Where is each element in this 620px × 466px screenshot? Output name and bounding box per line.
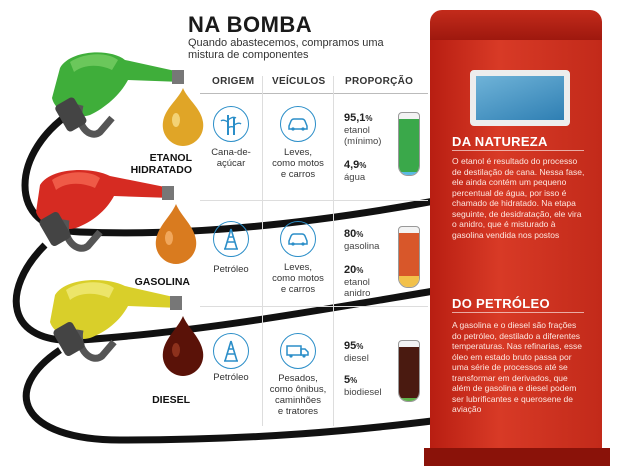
row-divider — [200, 306, 428, 307]
etanol-drop-icon — [163, 88, 203, 146]
column-divider — [333, 76, 334, 426]
pump-display-screen — [470, 70, 570, 126]
section-divider — [452, 312, 584, 313]
vehicles-etanol: Leves, como motos e carros — [272, 147, 324, 180]
gasolina-drop-icon — [156, 204, 196, 264]
test-tube-gasolina — [398, 226, 420, 288]
proportion-value: 95,1% — [344, 112, 373, 124]
column-header-proporcao: PROPORÇÃO — [345, 76, 414, 87]
proportion-label: etanol (mínimo) — [344, 125, 382, 147]
proportion-label: gasolina — [344, 241, 380, 252]
fuel-name-gasolina: GASOLINA — [134, 276, 190, 288]
header-divider — [200, 93, 428, 94]
tube-fill-minor — [399, 276, 419, 287]
column-header-origem: ORIGEM — [212, 76, 255, 87]
row-divider — [200, 200, 428, 201]
proportion-label: biodiesel — [344, 387, 382, 398]
origin-gasolina: Petróleo — [213, 264, 249, 275]
section-divider — [452, 150, 584, 151]
oil-rig-icon — [213, 333, 249, 369]
proportion-label: água — [344, 172, 366, 183]
fuel-pump-base — [424, 448, 610, 466]
diesel-nozzle-icon — [50, 280, 182, 358]
truck-icon — [280, 333, 316, 369]
page-title: NA BOMBA — [188, 12, 313, 37]
proportion-value: 4,9% — [344, 159, 367, 171]
fuel-name-diesel: DIESEL — [152, 394, 190, 406]
proportion-label: etanol anidro — [344, 277, 371, 299]
proportion-value: 95% — [344, 340, 364, 352]
origin-etanol: Cana-de- açúcar — [211, 147, 251, 169]
vehicles-diesel: Pesados, como ônibus, caminhões e tratores — [269, 373, 327, 417]
section-title-petroleo: DO PETRÓLEO — [452, 296, 550, 311]
car-icon — [280, 221, 316, 257]
car-icon — [280, 106, 316, 142]
test-tube-etanol — [398, 112, 420, 176]
vehicles-gasolina: Leves, como motos e carros — [272, 262, 324, 295]
proportion-label: diesel — [344, 353, 369, 364]
origin-diesel: Petróleo — [213, 372, 249, 383]
fuel-name-etanol: ETANOL HIDRATADO — [130, 152, 192, 176]
gasolina-nozzle-icon — [36, 170, 174, 248]
section-title-natureza: DA NATUREZA — [452, 134, 548, 149]
page-subtitle: Quando abastecemos, compramos uma mistura de componentes — [188, 37, 384, 61]
oil-rig-icon — [213, 221, 249, 257]
tube-fill-main — [399, 119, 419, 172]
proportion-value: 80% — [344, 228, 364, 240]
sugarcane-icon — [213, 106, 249, 142]
section-text-petroleo: A gasolina e o diesel são frações do petróleo, destilado a diferentes temperaturas. Nas refinarias, esse óleo em estado bruto passa por uma série de processos até se transformar em derivados, que além de gasolina e diesel podem ser lubrificantes e querosene de aviação — [452, 320, 582, 414]
proportion-value: 5% — [344, 374, 358, 386]
fuel-pump-top — [430, 10, 602, 40]
tube-fill-main — [399, 347, 419, 398]
proportion-value: 20% — [344, 264, 364, 276]
tube-fill-main — [399, 233, 419, 276]
section-text-natureza: O etanol é resultado do processo de destilação de cana. Nessa fase, ele ainda contém um pequeno percentual de água, por isso é chamado de hidratado. Na etapa seguinte, de desidratação, ele vira o anidro, que é misturado à gasolina vendida nos postos — [452, 156, 585, 240]
column-header-veiculos: VEÍCULOS — [272, 76, 326, 87]
test-tube-diesel — [398, 340, 420, 402]
